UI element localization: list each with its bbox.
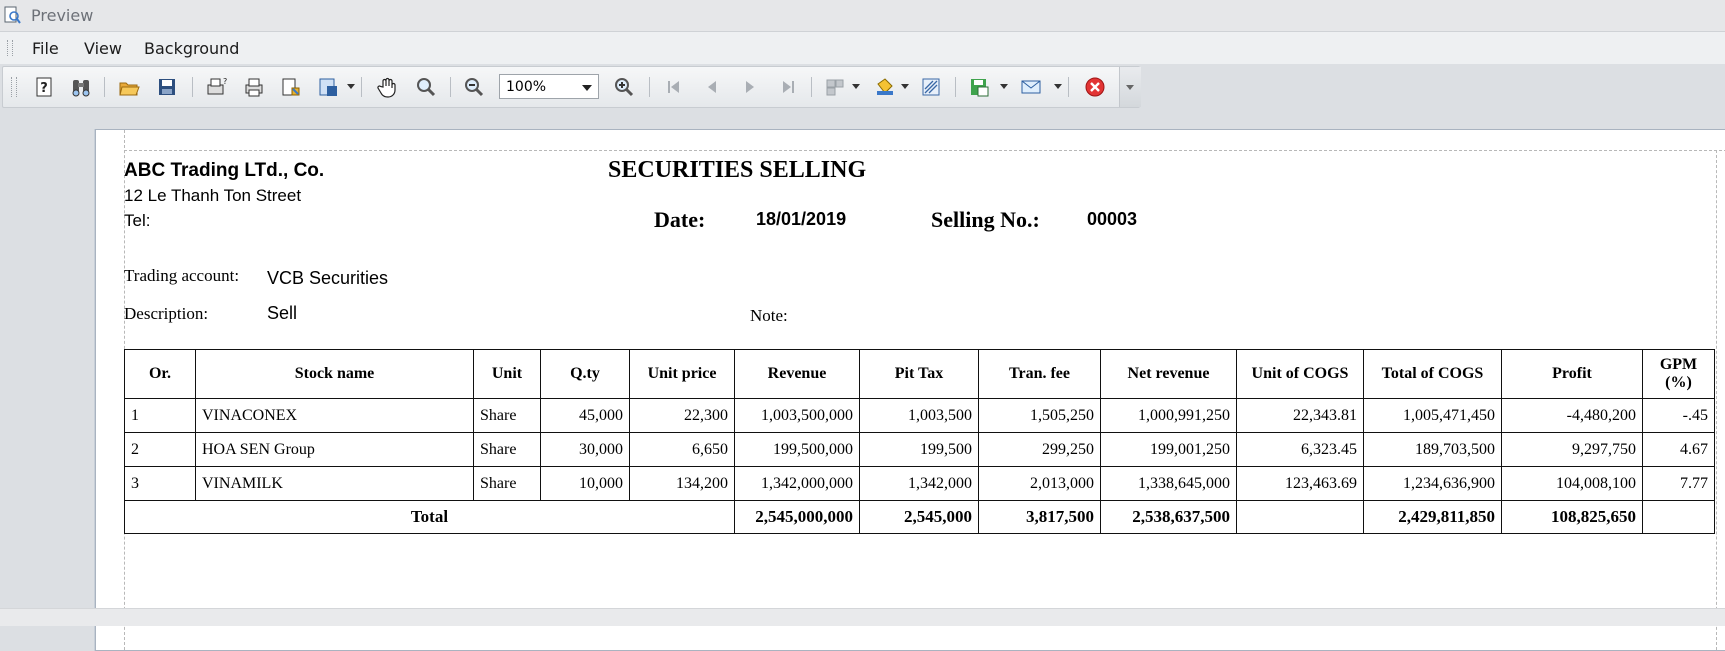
date-label: Date:: [654, 207, 706, 232]
cell-total-cogs: 1,234,636,900: [1364, 467, 1502, 501]
cell-unit-cogs: 22,343.81: [1237, 399, 1364, 433]
cell-tran-fee: 2,013,000: [979, 467, 1101, 501]
total-unit-cogs: [1237, 501, 1364, 534]
col-header: Unit price: [630, 350, 735, 399]
col-header: Total of COGS: [1364, 350, 1502, 399]
menu-view[interactable]: View: [84, 39, 122, 58]
print-icon[interactable]: [242, 75, 266, 99]
cell-net-revenue: 1,338,645,000: [1101, 467, 1237, 501]
menu-bar: [0, 32, 1725, 64]
company-name: ABC Trading LTd., Co.: [124, 160, 325, 181]
previous-page-icon[interactable]: [700, 75, 724, 99]
send-email-icon[interactable]: [1019, 75, 1043, 99]
total-profit: 108,825,650: [1502, 501, 1643, 534]
description-label: Description:: [124, 304, 209, 323]
cell-gpm: -.45: [1643, 399, 1715, 433]
cell-unit-price: 6,650: [630, 433, 735, 467]
col-header: Tran. fee: [979, 350, 1101, 399]
svg-text:?: ?: [40, 81, 48, 96]
horizontal-scrollbar[interactable]: [0, 608, 1725, 626]
document-title: SECURITIES SELLING: [608, 157, 867, 183]
svg-text:?: ?: [223, 77, 227, 86]
cell-profit: -4,480,200: [1502, 399, 1643, 433]
close-preview-icon[interactable]: [1083, 75, 1107, 99]
zoom-out-icon[interactable]: [462, 75, 486, 99]
window-title: Preview: [31, 6, 94, 25]
tel-label: Tel:: [124, 211, 151, 230]
cell-qty: 30,000: [541, 433, 630, 467]
chevron-down-icon[interactable]: [582, 85, 592, 91]
total-net-revenue: 2,538,637,500: [1101, 501, 1237, 534]
table-total-row: [125, 501, 1715, 534]
toolbar-overflow-button[interactable]: [1119, 67, 1141, 107]
table-row: [125, 433, 1715, 467]
cell-unit: Share: [474, 433, 541, 467]
cell-revenue: 199,500,000: [735, 433, 860, 467]
cell-unit-price: 22,300: [630, 399, 735, 433]
note-label: Note:: [750, 306, 788, 325]
document-page: [95, 129, 1725, 651]
cell-or: 2: [125, 433, 196, 467]
save-icon[interactable]: [155, 75, 179, 99]
hand-tool-icon[interactable]: [376, 75, 400, 99]
cell-profit: 104,008,100: [1502, 467, 1643, 501]
cell-unit-price: 134,200: [630, 467, 735, 501]
menu-file[interactable]: File: [32, 39, 59, 58]
cell-pit-tax: 1,003,500: [860, 399, 979, 433]
cell-qty: 45,000: [541, 399, 630, 433]
multiple-pages-icon[interactable]: [823, 75, 847, 99]
cell-profit: 9,297,750: [1502, 433, 1643, 467]
export-document-icon[interactable]: [967, 75, 991, 99]
col-header: Q.ty: [541, 350, 630, 399]
cell-revenue: 1,342,000,000: [735, 467, 860, 501]
table-header-row: [125, 350, 1715, 399]
table-row: [125, 399, 1715, 433]
page-setup-icon[interactable]: [204, 75, 228, 99]
cell-total-cogs: 1,005,471,450: [1364, 399, 1502, 433]
zoom-in-icon[interactable]: [612, 75, 636, 99]
cell-or: 1: [125, 399, 196, 433]
col-header: Stock name: [196, 350, 474, 399]
total-total-cogs: 2,429,811,850: [1364, 501, 1502, 534]
margin-guide-right: [1716, 150, 1717, 650]
cell-stock-name: VINACONEX: [196, 399, 474, 433]
cell-unit-cogs: 6,323.45: [1237, 433, 1364, 467]
col-header: Pit Tax: [860, 350, 979, 399]
cell-net-revenue: 199,001,250: [1101, 433, 1237, 467]
color-icon[interactable]: [873, 75, 897, 99]
cell-tran-fee: 299,250: [979, 433, 1101, 467]
last-page-icon[interactable]: [776, 75, 800, 99]
cell-tran-fee: 1,505,250: [979, 399, 1101, 433]
securities-table: [124, 349, 1715, 534]
chevron-down-icon: [1126, 85, 1134, 90]
toolbar-grip[interactable]: [11, 77, 17, 97]
trading-account-label: Trading account:: [124, 266, 240, 285]
description-value: Sell: [267, 303, 298, 323]
col-header: GPM (%): [1643, 350, 1715, 399]
help-icon[interactable]: [32, 75, 56, 99]
col-header: Unit: [474, 350, 541, 399]
next-page-icon[interactable]: [738, 75, 762, 99]
col-header: Net revenue: [1101, 350, 1237, 399]
toolbar: [2, 66, 1140, 108]
menu-grip[interactable]: [7, 40, 13, 56]
total-gpm: [1643, 501, 1715, 534]
cell-gpm: 7.77: [1643, 467, 1715, 501]
col-header: Unit of COGS: [1237, 350, 1364, 399]
cell-net-revenue: 1,000,991,250: [1101, 399, 1237, 433]
total-pit-tax: 2,545,000: [860, 501, 979, 534]
cell-qty: 10,000: [541, 467, 630, 501]
margin-guide-top: [124, 150, 1725, 151]
watermark-icon[interactable]: [919, 75, 943, 99]
total-tran-fee: 3,817,500: [979, 501, 1101, 534]
menu-background[interactable]: Background: [144, 39, 240, 58]
first-page-icon[interactable]: [662, 75, 686, 99]
total-label: Total: [125, 501, 735, 534]
quick-print-icon[interactable]: [279, 75, 303, 99]
cell-total-cogs: 189,703,500: [1364, 433, 1502, 467]
find-icon[interactable]: [69, 75, 93, 99]
cell-stock-name: HOA SEN Group: [196, 433, 474, 467]
total-revenue: 2,545,000,000: [735, 501, 860, 534]
cell-unit: Share: [474, 467, 541, 501]
cell-or: 3: [125, 467, 196, 501]
open-icon[interactable]: [117, 75, 141, 99]
col-header: Or.: [125, 350, 196, 399]
zoom-value: 100%: [506, 79, 547, 95]
date-value: 18/01/2019: [756, 209, 847, 229]
cell-revenue: 1,003,500,000: [735, 399, 860, 433]
cell-unit: Share: [474, 399, 541, 433]
magnifier-icon[interactable]: [414, 75, 438, 99]
zoom-combo[interactable]: [499, 74, 599, 99]
col-header: Profit: [1502, 350, 1643, 399]
preview-app-icon: [3, 5, 21, 25]
cell-unit-cogs: 123,463.69: [1237, 467, 1364, 501]
selling-no-value: 00003: [1087, 209, 1138, 229]
cell-pit-tax: 1,342,000: [860, 467, 979, 501]
cell-stock-name: VINAMILK: [196, 467, 474, 501]
col-header: Revenue: [735, 350, 860, 399]
table-row: [125, 467, 1715, 501]
cell-gpm: 4.67: [1643, 433, 1715, 467]
selling-no-label: Selling No.:: [931, 207, 1040, 232]
export-icon[interactable]: [316, 75, 340, 99]
title-bar: [0, 0, 1725, 32]
company-address: 12 Le Thanh Ton Street: [124, 186, 302, 205]
trading-account-value: VCB Securities: [267, 268, 389, 288]
cell-pit-tax: 199,500: [860, 433, 979, 467]
